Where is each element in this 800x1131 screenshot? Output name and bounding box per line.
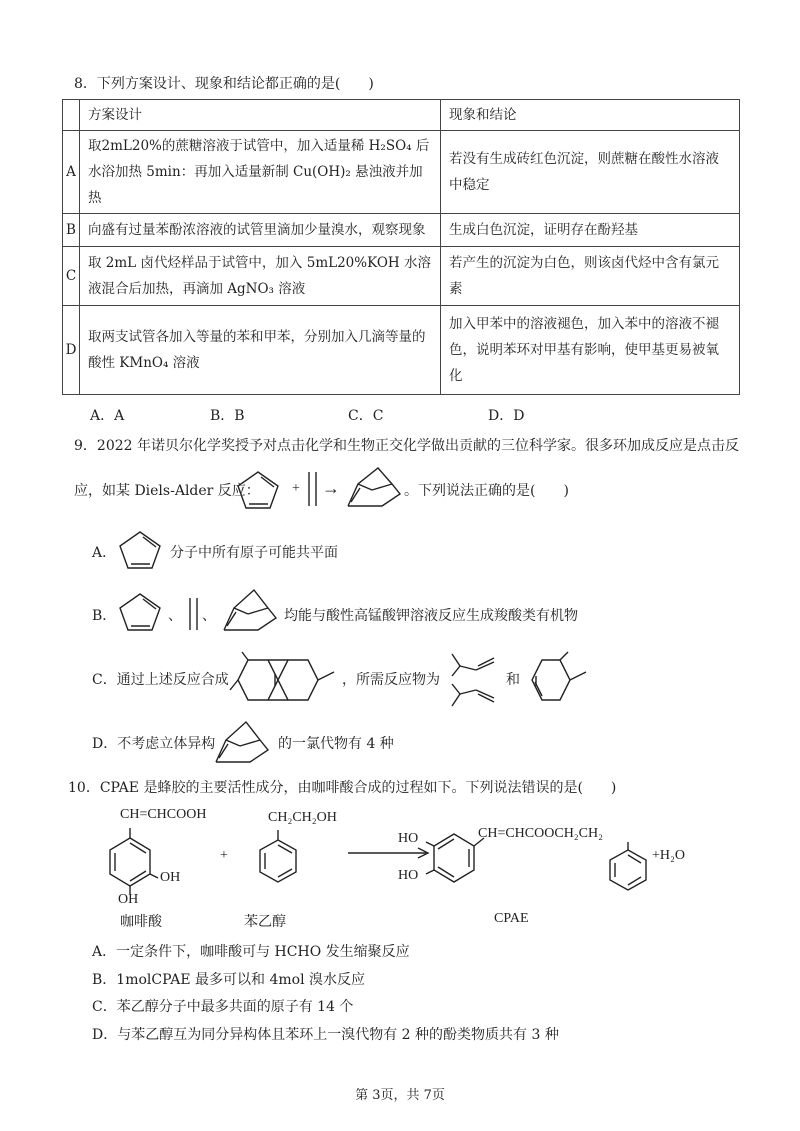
row-design: 向盛有过量苯酚浓溶液的试管里滴加少量溴水，观察现象 bbox=[80, 214, 441, 247]
table-row bbox=[63, 306, 740, 395]
row-result: 若产生的沉淀为白色，则该卤代烃中含有氯元素 bbox=[441, 247, 740, 306]
row-label: C bbox=[63, 247, 80, 306]
ethylene-structure bbox=[184, 594, 204, 634]
row-label: B bbox=[63, 214, 80, 247]
q9-stem-line2a: 应，如某 Diels-Alder 反应： bbox=[74, 483, 260, 499]
cpae-name: CPAE bbox=[494, 911, 529, 926]
norbornene-structure bbox=[338, 462, 406, 514]
q9-option-b-sep1: 、 bbox=[168, 608, 182, 624]
cpae-ho-upper: HO bbox=[398, 831, 419, 846]
cpae-ho-lower: HO bbox=[398, 868, 419, 883]
q9-option-c-label[interactable]: C．通过上述反应合成 bbox=[92, 672, 229, 688]
q9-option-c-and: 和 bbox=[506, 672, 520, 688]
cyclopentadiene-structure bbox=[112, 528, 168, 574]
q8-option-b[interactable]: B．B bbox=[210, 408, 245, 424]
q9-stem-line1: 9．2022 年诺贝尔化学奖授予对点击化学和生物正交化学做出贡献的三位科学家。很多环加成反应是点击反 bbox=[74, 438, 739, 454]
phenethyl-alcohol-ring bbox=[256, 826, 316, 892]
norbornene-structure bbox=[206, 714, 274, 770]
q9-option-a-label[interactable]: A． bbox=[92, 545, 117, 561]
row-design: 取 2mL 卤代烃样品于试管中，加入 5mL20%KOH 水溶液混合后加热，再滴加 AgNO₃ 溶液 bbox=[80, 247, 441, 306]
reaction-arrow: → bbox=[322, 478, 340, 498]
caffeic-oh-para: OH bbox=[118, 892, 139, 907]
row-result: 加入甲苯中的溶液褪色，加入苯中的溶液不褪色，说明苯环对甲基有影响，使甲基更易被氧化 bbox=[441, 306, 740, 395]
table-row bbox=[63, 131, 740, 214]
q9-option-b-label[interactable]: B． bbox=[92, 608, 117, 624]
q9-option-c-mid: ，所需反应物为 bbox=[342, 672, 440, 688]
row-design: 取2mL20%的蔗糖溶液于试管中，加入适量稀 H₂SO₄ 后水浴加热 5min：再加入适量新制 Cu(OH)₂ 悬浊液并加热 bbox=[80, 131, 441, 214]
caffeic-acid-name: 咖啡酸 bbox=[120, 914, 162, 930]
q9-option-a-text: 分子中所有原子可能共平面 bbox=[170, 545, 338, 561]
q10-option-c[interactable]: C．苯乙醇分子中最多共面的原子有 14 个 bbox=[92, 999, 354, 1015]
q8-table bbox=[62, 99, 740, 395]
caffeic-oh-meta: OH bbox=[160, 870, 181, 885]
row-result: 生成白色沉淀，证明存在酚羟基 bbox=[441, 214, 740, 247]
header-result: 现象和结论 bbox=[441, 100, 740, 131]
row-result: 若没有生成砖红色沉淀，则蔗糖在酸性水溶液中稳定 bbox=[441, 131, 740, 214]
q10-stem: 10．CPAE 是蜂胶的主要活性成分，由咖啡酸合成的过程如下。下列说法错误的是( ) bbox=[68, 780, 617, 796]
q9-stem-line2b: 。下列说法正确的是( ) bbox=[404, 483, 569, 499]
ethylene-structure bbox=[302, 468, 324, 510]
cpae-ester-chain: CH=CHCOOCH₂CH₂ bbox=[478, 826, 604, 841]
methylcyclohexene-structure bbox=[522, 650, 592, 710]
q8-option-c[interactable]: C．C bbox=[348, 408, 384, 424]
row-label: D bbox=[63, 306, 80, 395]
water-product: +H₂O bbox=[652, 848, 685, 863]
q8-stem: 8．下列方案设计、现象和结论都正确的是( ) bbox=[74, 76, 374, 92]
fused-ring-product-structure bbox=[228, 650, 344, 712]
q10-option-b[interactable]: B．1molCPAE 最多可以和 4mol 溴水反应 bbox=[92, 972, 365, 988]
caffeic-acid-ring bbox=[100, 824, 180, 904]
q9-option-d-text: 的一氯代物有 4 种 bbox=[278, 736, 394, 752]
table-header-row bbox=[63, 100, 740, 131]
q10-plus: + bbox=[220, 848, 228, 863]
table-row bbox=[63, 214, 740, 247]
row-design: 取两支试管各加入等量的苯和甲苯，分别加入几滴等量的酸性 KMnO₄ 溶液 bbox=[80, 306, 441, 395]
caffeic-side-chain: CH=CHCOOH bbox=[120, 807, 207, 822]
phenethyl-alcohol-name: 苯乙醇 bbox=[244, 914, 286, 930]
cpae-phenyl-ring bbox=[600, 840, 656, 896]
header-design: 方案设计 bbox=[80, 100, 441, 131]
q8-option-a[interactable]: A．A bbox=[90, 408, 125, 424]
q9-option-b-text: 均能与酸性高锰酸钾溶液反应生成羧酸类有机物 bbox=[284, 608, 578, 624]
q10-option-d[interactable]: D．与苯乙醇互为同分异构体且苯环上一溴代物有 2 种的酚类物质共有 3 种 bbox=[92, 1027, 559, 1043]
header-label bbox=[63, 100, 80, 131]
q9-option-b-sep2: 、 bbox=[202, 608, 216, 624]
phenethyl-side-chain: CH₂CH₂OH bbox=[268, 810, 337, 825]
q10-option-a[interactable]: A．一定条件下，咖啡酸可与 HCHO 发生缩聚反应 bbox=[92, 944, 410, 960]
cyclopentadiene-structure bbox=[112, 590, 168, 636]
table-row bbox=[63, 247, 740, 306]
q9-plus: + bbox=[292, 481, 300, 496]
row-label: A bbox=[63, 131, 80, 214]
page-footer: 第 3页，共 7页 bbox=[355, 1088, 445, 1103]
q9-option-d-label[interactable]: D．不考虑立体异构 bbox=[92, 736, 216, 752]
norbornene-structure bbox=[214, 582, 282, 638]
diene-reactant-structure bbox=[446, 650, 506, 710]
cyclopentadiene-structure bbox=[228, 466, 288, 516]
q8-option-d[interactable]: D．D bbox=[488, 408, 525, 424]
